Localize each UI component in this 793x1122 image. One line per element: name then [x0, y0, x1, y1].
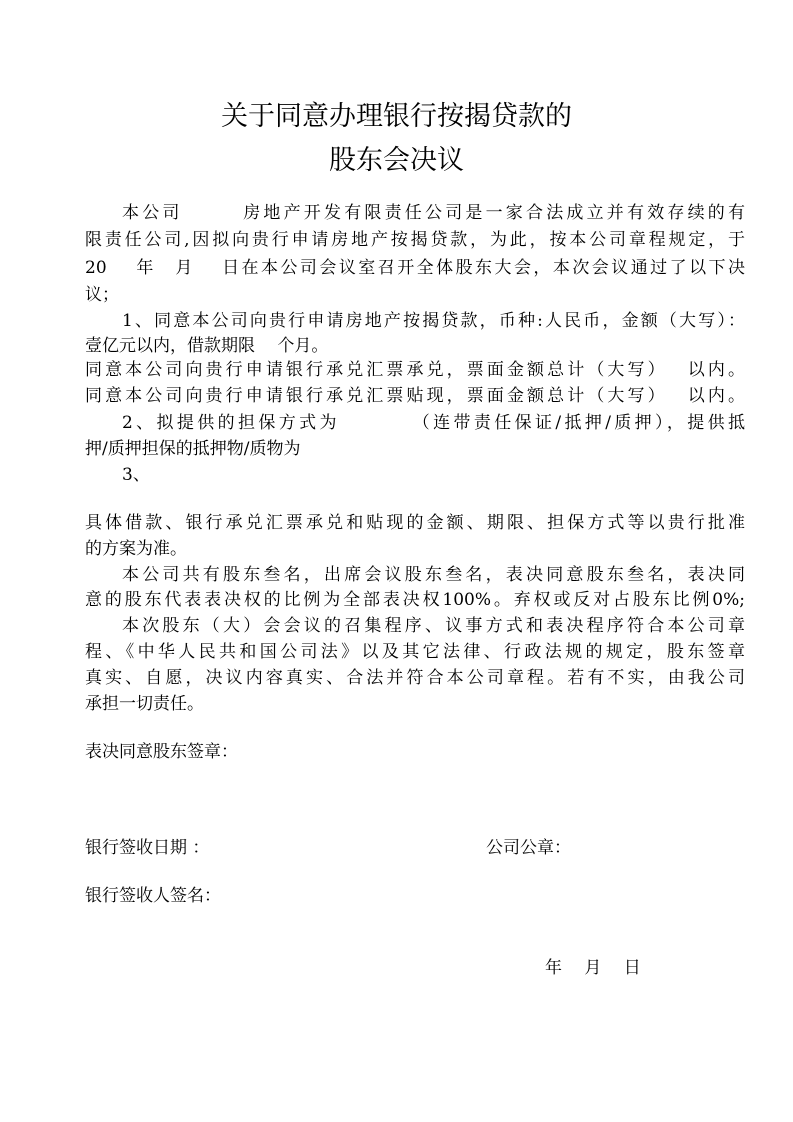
bank-signer-label: 银行签收人签名： [85, 886, 221, 906]
body-line-17: 程、《中华人民共和国公司法》以及其它法律、行政法规的规定，股东签章 [85, 642, 745, 662]
document-title-line-1: 关于同意办理银行按揭贷款的 [221, 101, 572, 132]
body-line-18: 真实、自愿，决议内容真实、合法并符合本公司章程。若有不实，由我公司 [85, 668, 745, 688]
document-title-line-2: 股东会决议 [329, 145, 464, 176]
body-line-14: 本公司共有股东叁名，出席会议股东叁名，表决同意股东叁名，表决同 [122, 565, 745, 585]
body-line-10: 押/质押担保的抵押物/质物为 [85, 439, 301, 459]
company-seal-label: 公司公章： [486, 838, 571, 858]
body-line-19: 承担一切责任。 [85, 694, 204, 714]
body-line-12: 具体借款、银行承兑汇票承兑和贴现的金额、期限、担保方式等以贵行批准 [85, 513, 745, 533]
body-line-6: 壹亿元以内，借款期限 个月。 [85, 336, 329, 356]
body-line-16: 本次股东（大）会会议的召集程序、议事方式和表决程序符合本公司章 [122, 616, 745, 636]
signing-date-line: 年 月 日 [545, 958, 641, 978]
body-line-11: 3、 [122, 465, 150, 485]
body-line-8: 同意本公司向贵行申请银行承兑汇票贴现，票面金额总计（大写） 以内。 [85, 386, 745, 406]
body-line-2: 限责任公司,因拟向贵行申请房地产按揭贷款，为此，按本公司章程规定，于 [85, 230, 745, 250]
body-line-15: 意的股东代表表决权的比例为全部表决权100%。弃权或反对占股东比例0%; [85, 590, 745, 610]
body-line-1: 本公司 房地产开发有限责任公司是一家合法成立并有效存续的有 [122, 203, 745, 223]
body-line-4: 议； [85, 285, 119, 305]
body-line-5: 1、同意本公司向贵行申请房地产按揭贷款，币种:人民币，金额（大写）： [122, 311, 745, 331]
body-line-9: 2、拟提供的担保方式为 （连带责任保证/抵押/质押），提供抵 [122, 413, 745, 433]
body-line-3: 20 年 月 日在本公司会议室召开全体股东大会，本次会议通过了以下决 [85, 258, 745, 278]
body-line-7: 同意本公司向贵行申请银行承兑汇票承兑，票面金额总计（大写） 以内。 [85, 360, 745, 380]
body-line-13: 的方案为准。 [85, 539, 187, 559]
shareholder-signature-label: 表决同意股东签章： [85, 742, 238, 762]
bank-receipt-date-label: 银行签收日期 ： [85, 838, 210, 858]
